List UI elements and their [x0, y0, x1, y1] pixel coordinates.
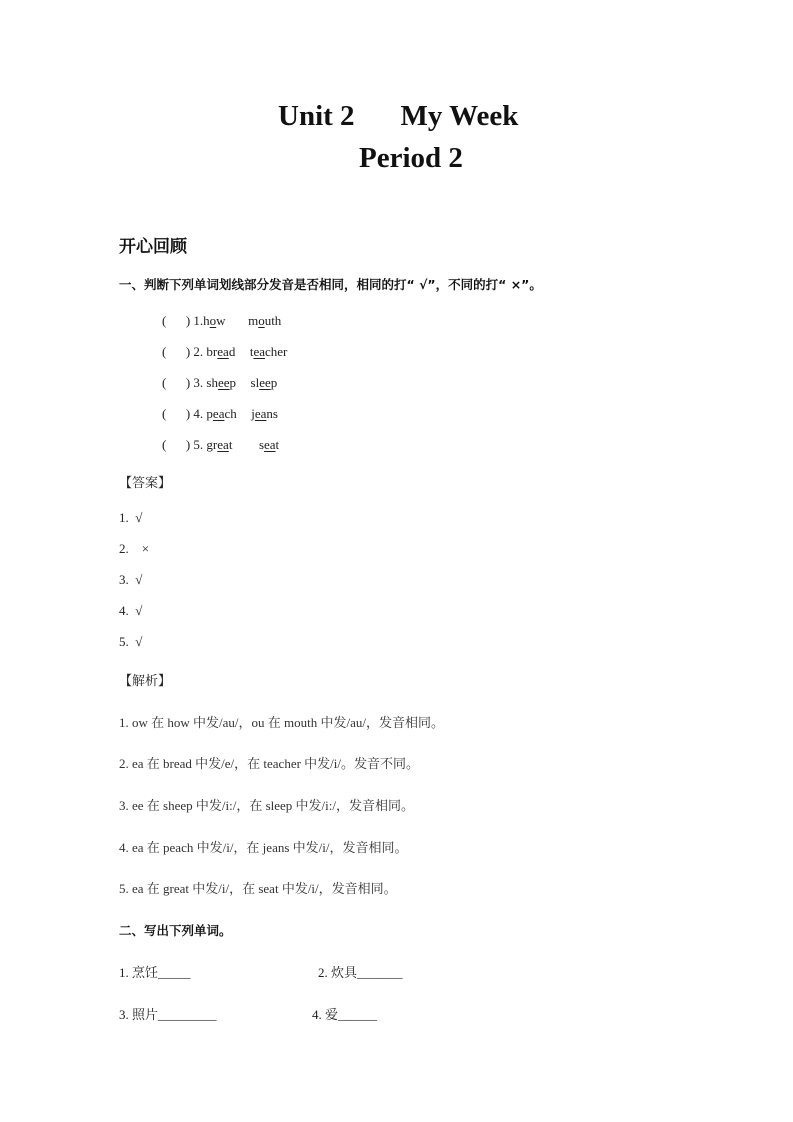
write-item-1: 1. 烹饪_____: [119, 965, 191, 981]
answer-bracket[interactable]: ( ): [162, 344, 191, 359]
answer-blank[interactable]: ______: [338, 1007, 378, 1022]
analysis-item-5: 5. ea 在 great 中发/i/，在 seat 中发/i/，发音相同。: [119, 881, 397, 896]
part1-instruction: 一、判断下列单词划线部分发音是否相同，相同的打“ √”，不同的打“ ×”。: [119, 277, 542, 292]
unit-title: [278, 100, 518, 133]
answer-bracket[interactable]: ( ): [162, 437, 191, 452]
analysis-label: 【解析】: [119, 674, 172, 689]
answer-item-1: 1. √: [119, 510, 143, 525]
answer-item-3: 3. √: [119, 572, 143, 587]
answer-bracket[interactable]: ( ): [162, 313, 191, 328]
exercise-item-1: ( ) 1.how mouth: [162, 313, 282, 328]
exercise-item-2: ( ) 2. bread teacher: [162, 344, 288, 359]
section-heading: 开心回顾: [119, 237, 187, 257]
answer-bracket[interactable]: ( ): [162, 375, 191, 390]
unit-name: My Week: [400, 100, 519, 132]
analysis-item-1: 1. ow 在 how 中发/au/，ou 在 mouth 中发/au/，发音相同。: [119, 715, 444, 730]
analysis-item-4: 4. ea 在 peach 中发/i/，在 jeans 中发/i/，发音相同。: [119, 840, 408, 855]
answer-blank[interactable]: _______: [357, 965, 403, 980]
answer-bracket[interactable]: ( ): [162, 406, 191, 421]
answer-blank[interactable]: _________: [158, 1007, 217, 1022]
part2-instruction: 二、写出下列单词。: [119, 923, 232, 938]
exercise-item-4: ( ) 4. peach jeans: [162, 406, 278, 421]
exercise-item-5: ( ) 5. great seat: [162, 437, 280, 452]
write-item-3: 3. 照片_________: [119, 1007, 217, 1023]
write-item-2: 2. 炊具_______: [318, 965, 403, 981]
analysis-item-2: 2. ea 在 bread 中发/e/，在 teacher 中发/i/。发音不同。: [119, 756, 420, 771]
answer-label: 【答案】: [119, 476, 172, 491]
analysis-item-3: 3. ee 在 sheep 中发/i:/，在 sleep 中发/i:/，发音相同。: [119, 798, 414, 813]
answer-blank[interactable]: _____: [158, 965, 191, 980]
unit-number: Unit 2: [278, 100, 355, 132]
answer-item-2: 2. ×: [119, 541, 150, 556]
period-title: Period 2: [359, 142, 463, 174]
write-item-4: 4. 爱______: [312, 1007, 378, 1023]
answer-item-5: 5. √: [119, 634, 143, 649]
answer-item-4: 4. √: [119, 603, 143, 618]
exercise-item-3: ( ) 3. sheep sleep: [162, 375, 278, 390]
